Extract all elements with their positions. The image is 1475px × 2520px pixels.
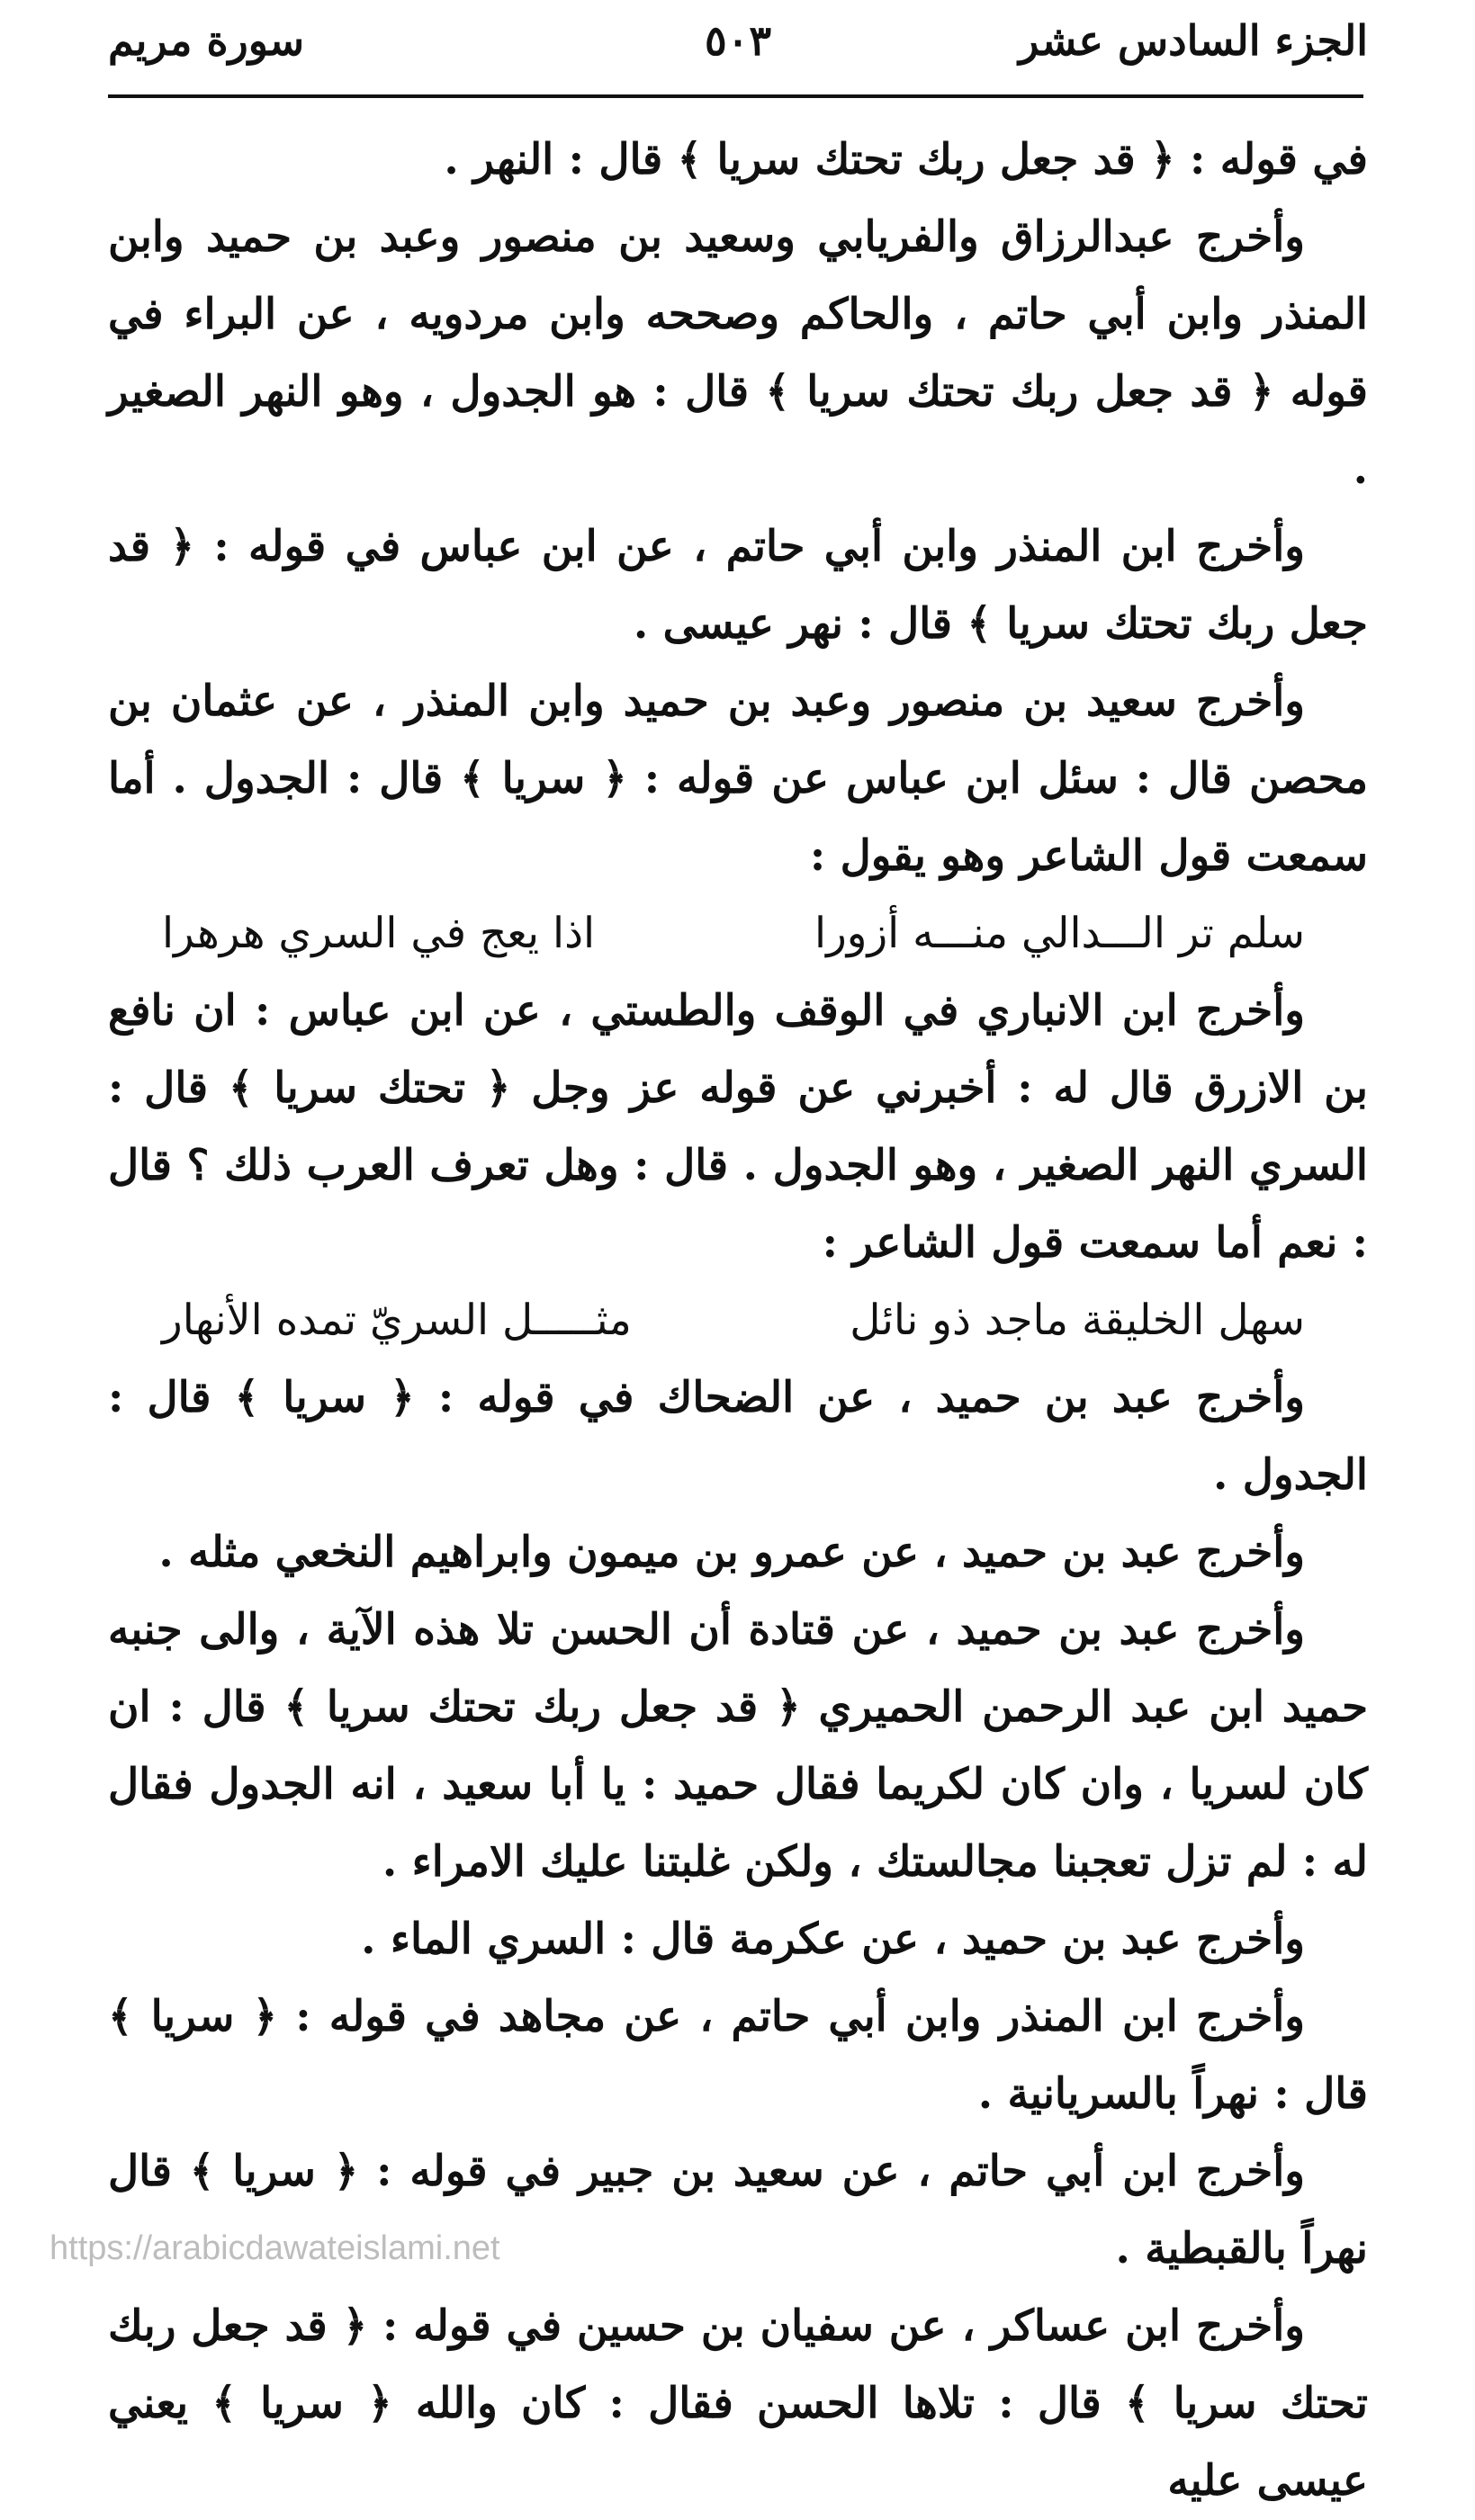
paragraph: وأخرج ابن عساكر ، عن سفيان بن حسين في قوله : ﴿ قد جعل ربك تحتك سريا ﴾ قال : تلاها الحسن فقال : كان والله ﴿ سريا ﴾ يعني عيسى عليه	[108, 2301, 1368, 2506]
paragraph: وأخرج عبدالرزاق والفريابي وسعيد بن منصور وعبد بن حميد وابن المنذر وابن أبي حاتم ، والحاكم وصححه وابن مردويه ، عن البراء في قوله ﴿ قد جعل ربك تحتك سريا ﴾ قال : هو الجدول ، وهو النهر الصغير .	[108, 212, 1368, 494]
part-title: الجزء السادس عشر	[1019, 16, 1368, 65]
verse-second-hemistich: اذا يعج في السري هرهرا	[162, 909, 596, 958]
paragraph: وأخرج عبد بن حميد ، عن الضحاك في قوله : ﴿ سريا ﴾ قال : الجدول .	[108, 1373, 1368, 1500]
page-number: ٥٠٣	[704, 16, 772, 65]
paragraph: وأخرج عبد بن حميد ، عن عكرمة قال : السري الماء .	[361, 1915, 1305, 1964]
page-header	[108, 7, 1368, 84]
paragraph: وأخرج ابن المنذر وابن أبي حاتم ، عن مجاهد في قوله : ﴿ سريا ﴾ قال : نهراً بالسريانية .	[108, 1992, 1368, 2119]
paragraph: وأخرج ابن المنذر وابن أبي حاتم ، عن ابن عباس في قوله : ﴿ قد جعل ربك تحتك سريا ﴾ قال : نهر عيسى .	[108, 522, 1368, 649]
paragraph: وأخرج عبد بن حميد ، عن عمرو بن ميمون وابراهيم النخعي مثله .	[158, 1528, 1305, 1577]
poetry-verse	[108, 1282, 1368, 1359]
verse-second-hemistich: مثـــــل السريّ تمده الأنهار	[162, 1296, 632, 1345]
paragraph: وأخرج سعيد بن منصور وعبد بن حميد وابن المنذر ، عن عثمان بن محصن قال : سئل ابن عباس عن قوله : ﴿ سريا ﴾ قال : الجدول . أما سمعت قول الشاعر وهو يقول :	[108, 677, 1368, 881]
paragraph: وأخرج ابن الانباري في الوقف والطستي ، عن ابن عباس : ان نافع بن الازرق قال له : أخبرني عن قوله عز وجل ﴿ تحتك سريا ﴾ قال : السري النهر الصغير ، وهو الجدول . قال : وهل تعرف العرب ذلك ؟ قال : نعم أما سمعت قول الشاعر :	[108, 986, 1368, 1268]
watermark-url: https://arabicdawateislami.net	[49, 2229, 500, 2267]
page-body	[108, 121, 1368, 2520]
surah-title: سورة مريم	[108, 16, 305, 65]
header-rule	[108, 94, 1363, 98]
verse-first-hemistich: سلم تر الـــدالي منـــه أزورا	[814, 909, 1305, 958]
paragraph: وأخرج ابن أبي حاتم ، عن سعيد بن جبير في قوله : ﴿ سريا ﴾ قال نهراً بالقبطية .	[108, 2147, 1368, 2273]
paragraph: وأخرج عبد بن حميد ، عن قتادة أن الحسن تلا هذه الآية ، والى جنبه حميد ابن عبد الرحمن الحميري ﴿ قد جعل ربك تحتك سريا ﴾ قال : ان كان لسريا ، وان كان لكريما فقال حميد : يا أبا سعيد ، انه الجدول فقال له : لم تزل تعجبنا مجالستك ، ولكن غلبتنا عليك الامراء .	[108, 1605, 1368, 1887]
poetry-verse	[108, 895, 1368, 973]
paragraph: في قوله : ﴿ قد جعل ربك تحتك سريا ﴾ قال : النهر .	[444, 135, 1368, 184]
verse-first-hemistich: سهل الخليقة ماجد ذو نائل	[850, 1296, 1305, 1345]
